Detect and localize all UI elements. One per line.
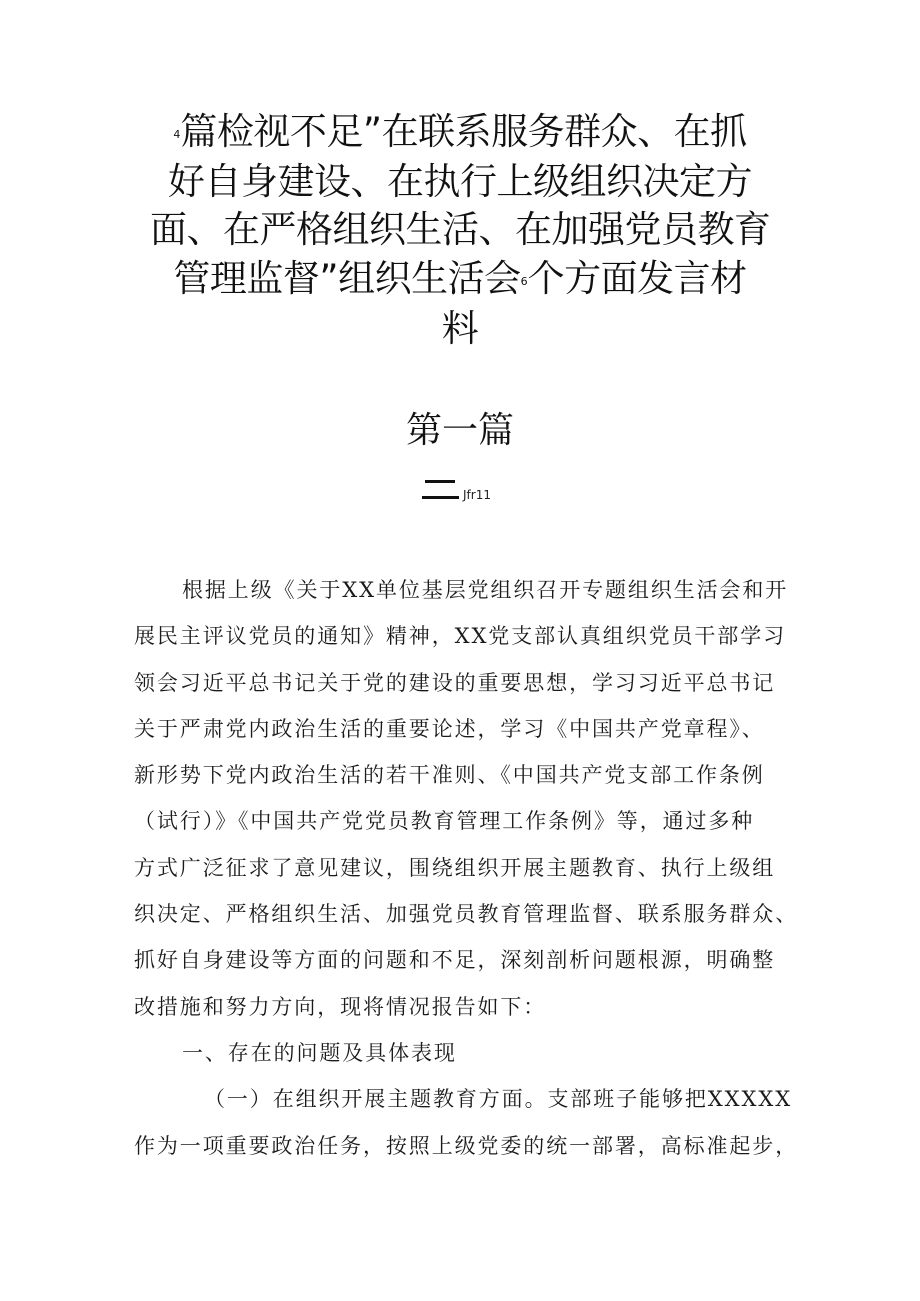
title-line bbox=[150, 108, 770, 158]
paragraph-line: 织决定、严格组织生活、加强党员教育管理监督、联系服务群众、 bbox=[134, 902, 799, 927]
subsection-line: （一）在组织开展主题教育方面。支部班子能够把XXXXX bbox=[204, 1087, 793, 1112]
paragraph-line: 关于严肃党内政治生活的重要论述，学习《中国共产党章程》、 bbox=[134, 716, 765, 741]
title-inline-number: 6 bbox=[520, 275, 528, 288]
title-line: 好自身建设、在执行上级组织决定方 bbox=[168, 159, 752, 203]
paragraph-line: 根据上级《关于XX单位基层党组织召开专题组织生活会和开 bbox=[182, 578, 789, 602]
section-mark-glyph bbox=[422, 476, 460, 506]
section-mark-code: Jfr11 bbox=[463, 488, 491, 502]
paragraph-line: 改措施和努力方向，现将情况报告如下： bbox=[134, 994, 547, 1019]
title-line-text: 篇检视不足”在联系服务群众、在抓 bbox=[180, 110, 747, 153]
title-prefix-number: 4 bbox=[173, 128, 181, 142]
body-text bbox=[134, 567, 799, 1169]
title-line-text: 管理监督”组织生活会 bbox=[173, 256, 521, 300]
paragraph-line: 抓好自身建设等方面的问题和不足，深刻剖析问题根源，明确整 bbox=[134, 948, 776, 973]
section-heading: 第一篇 bbox=[405, 410, 514, 451]
paragraph-line: 新形势下党内政治生活的若干准则、《中国共产党支部工作条例 bbox=[134, 763, 765, 788]
glyph-bar-top bbox=[425, 480, 455, 483]
document-title bbox=[150, 108, 770, 353]
paragraph-line: 展民主评议党员的通知》精神，XX党支部认真组织党员干部学习 bbox=[134, 624, 786, 649]
title-line: 料 bbox=[441, 306, 479, 350]
title-line-text: 个方面发言材 bbox=[527, 256, 747, 300]
title-line bbox=[150, 255, 770, 305]
title-line: 面、在严格组织生活、在加强党员教育 bbox=[150, 208, 771, 252]
paragraph-line: 领会习近平总书记关于党的建设的重要思想，学习习近平总书记 bbox=[134, 670, 776, 695]
heading-one: 一、存在的问题及具体表现 bbox=[182, 1040, 457, 1065]
glyph-bar-bottom bbox=[422, 496, 459, 499]
paragraph-line: （试行）》《中国共产党党员教育管理工作条例》等，通过多种 bbox=[134, 809, 755, 834]
paragraph-line: 方式广泛征求了意见建议，围绕组织开展主题教育、执行上级组 bbox=[134, 855, 776, 880]
subsection-line: 作为一项重要政治任务，按照上级党委的统一部署，高标准起步， bbox=[134, 1133, 799, 1158]
